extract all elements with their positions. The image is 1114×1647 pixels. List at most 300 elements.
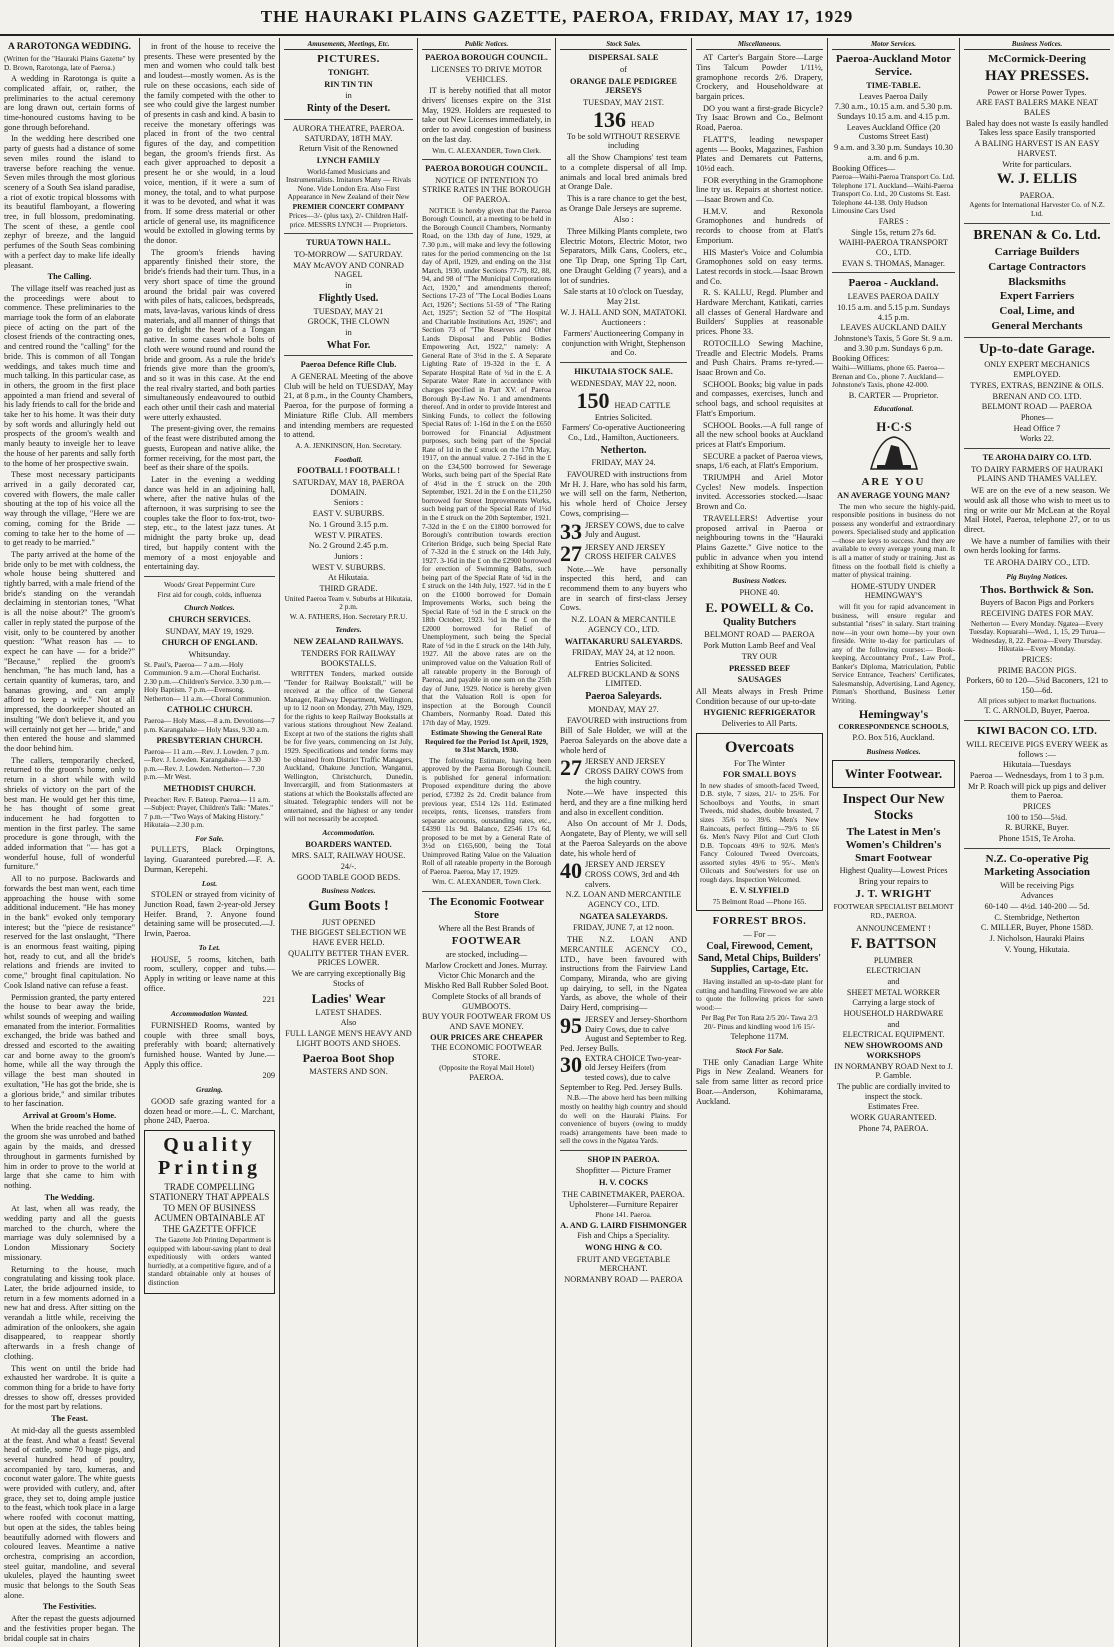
section-title: Public Notices. <box>422 40 551 50</box>
ad-title: Inspect Our New Stocks <box>842 791 945 823</box>
ad-title: J. T. WRIGHT <box>855 888 932 901</box>
ad-line: Baled hay does not waste Is easily handled Takes less space Easily transported <box>965 118 1109 138</box>
ad-line: B. CARTER — Proprietor. <box>848 390 939 400</box>
ad-line: Advances <box>1020 891 1054 901</box>
ad-line: C. Stembridge, Netherton <box>994 912 1080 922</box>
ad-line: BRENAN AND CO. LTD. <box>992 391 1082 401</box>
notice-line: W. J. HALL AND SON, MATATOKI. <box>560 307 687 317</box>
stock-number: 40 <box>560 858 582 884</box>
section-title: Business Notices. <box>964 40 1110 50</box>
notice-head: NGATEA SALEYARDS. <box>579 911 668 921</box>
ad-line: QUALITY BETTER THAN EVER. PRICES LOWER. <box>288 948 409 968</box>
ad-line: PAEROA. <box>469 1073 504 1083</box>
ad-line: TIME-TABLE. <box>866 80 921 90</box>
article-paragraph: Later in the evening a wedding dance was held in an adjoining hall, where, after the native hulas of the afternoon, it was surprising to see the couples take the floor to fox-trot, two-step, etc., to the latest jazz tunes. At midnight the party broke up, dead tired, but happily content with the memory of a most enjoyable and entertaining day. <box>144 474 275 572</box>
ad-line: Will be receiving Pigs <box>1000 880 1074 890</box>
notice-line: TUESDAY, MAY 21ST. <box>583 98 664 107</box>
ad-line: Telephone 117M. <box>730 1032 789 1042</box>
ad-text: In new shades of smooth-faced Tweed, D.B. style, 7 sizes, 21/- to 25/6. For Schoolboys and Youths, in smart Tweeds, mid shades, double breasted, 7 sizes 35/6 to 39/6. Men's New Raincoats, perfect fitting—79/6 to £6 6s. Men's Navy Pilot and Curl Cloth D.B. Topcoats 49/6 to 92/6. Men's Fancy Coloured Tweed Overcoats, assorted styles 49/6 to 95/-. Men's Oilcoats and Sou'westers for use on rough days. Inspection Welcomed. <box>700 780 819 884</box>
section-title: Grazing. <box>196 1085 223 1095</box>
stock-number: 30 <box>560 1051 582 1077</box>
section-title: Business Notices. <box>866 746 921 756</box>
classified-ad: SCHOOL Books.—A full range of all the new school books at Auckland prices at Flatt's Emporium. <box>696 420 823 449</box>
notice-text: THE N.Z. LOAN AND MERCANTILE AGENCY CO., LTD., have been favoured with instructions from the Fairview Land Company, Miranda, who are giving up dairying, to sell, in the Ngatea Yards, as above, the whole of their Dairy Herd, comprising— <box>560 935 687 1013</box>
notice-head: Paeroa Saleyards. <box>585 691 662 703</box>
section-title: Miscellaneous. <box>696 40 823 50</box>
notice-head: CATHOLIC CHURCH. <box>166 705 253 715</box>
ad-title: SHOP IN PAEROA. <box>587 1154 660 1164</box>
notice-line: FRIDAY, MAY 24, at 12 noon. <box>571 648 676 658</box>
divider <box>422 159 551 160</box>
column-2 <box>140 38 280 1647</box>
ad-line: ARE FAST BALERS MAKE NEAT BALES <box>976 98 1098 117</box>
divider <box>560 362 687 363</box>
notice-head: Netherton. <box>600 444 647 456</box>
ad-title: E. POWELL & Co. <box>705 599 814 615</box>
stock-lot <box>560 1051 687 1093</box>
ad-line: Where all the Best Brands of <box>438 923 535 933</box>
ad-line: SATURDAY, MAY 18, PAEROA DOMAIN. <box>292 478 405 497</box>
notice-line: ALFRED BUCKLAND & SONS LIMITED. <box>567 669 680 689</box>
section-title: For Sale. <box>195 833 224 843</box>
ad-line: J. Nicholson, Hauraki Plains <box>989 934 1085 944</box>
classified-ad: PULLETS, Black Orpingtons, laying. Guaranteed purebred.—F. A. Durman, Kerepehi. <box>144 845 275 874</box>
ad-line: IN NORMANBY ROAD Next to J. P. Gamble. <box>834 1061 953 1081</box>
article-paragraph: The callers, temporarily checked, returned to the groom's home, only to return in a short while with wild shrieks of victory on the part of the best man. He would get her this time, he has thought of some great inducement he had forgotten to mention in the first parley. The same procedure is gone through, with the added information that "— has got a wonderful house, full of wonderful furniture." <box>4 755 135 872</box>
ad-line: — For — <box>743 930 776 940</box>
notice-head: PAEROA BOROUGH COUNCIL. <box>425 53 548 63</box>
ad-text: Prices—3/- (plus tax), 2/- Children Half-price. MESSRS LYNCH — Proprietors. <box>288 211 409 229</box>
stock-count <box>560 387 687 413</box>
ad-text: Woods' Great Peppermint Cure <box>164 579 255 589</box>
stock-number: 136 <box>592 106 626 132</box>
ad-line: Juniors : <box>334 551 363 561</box>
notice-line: FRIDAY, JUNE 7, at 12 noon. <box>573 923 674 933</box>
section-title: Church Notices. <box>184 603 235 613</box>
ad-line: Booking Offices— <box>832 163 896 173</box>
ad-line: GROCK, THE CLOWN <box>307 317 390 327</box>
divider <box>964 720 1110 721</box>
ad-line: WORK GUARANTEED. <box>850 1113 937 1123</box>
stock-count <box>560 106 687 132</box>
ad-title: Ladies' Wear <box>311 990 386 1006</box>
notice-line: MONDAY, MAY 27. <box>588 704 659 714</box>
notice-text: The following Estimate, having been approved by the Paeroa Borough Council, is published for general information: Proposed expenditure during the above period, £7392 2s 2d. Credit balance from previous year, £514 12s 11d. Estimated receipts, rents, licenses, transfers from separate accounts, outstanding rates, etc., £4390 11s 9d. Balance, £2546 17s 6d, proposed to be met by a General Rate of 3½d on £165,600, being the Total Unimproved Rating Value on the Valuation Roll of all rateable property in the Borough of Paeroa. Paeroa, May 17, 1929. <box>422 755 551 876</box>
article-paragraph: All to no purpose. Backwards and forwards the best man went, each time approaching the house with some additional inducement. "He has money in the bank" evoked only temporary interest; but the "piece de resistance" reserved for the last onslaught, "There is an enormous feast waiting, piping hot, ready to cut, and all the bride's relations and friends are invited to come," brought final capitulation. No Cook Island native can refuse a feast. <box>4 874 135 990</box>
notice-line: Auctioneers : <box>601 318 646 328</box>
notice-line: SUNDAY, MAY 19, 1929. <box>165 626 254 636</box>
article-title: A RAROTONGA WEDDING. <box>8 42 131 52</box>
section-title: Amusements, Meetings, Etc. <box>284 40 413 50</box>
ad-line: THE ECONOMIC FOOTWEAR STORE. <box>431 1043 542 1063</box>
ad-line: Porkers, 60 to 120—5¾d Baconers, 121 to 150—6d. <box>966 676 1108 696</box>
signature: Wm. C. ALEXANDER, Town Clerk. <box>432 145 541 155</box>
section-title: Pig Buying Notices. <box>1006 571 1068 581</box>
ad-line: Agents for International Harvester Co. of N.Z. Ltd. <box>969 200 1105 218</box>
signature: Wm. C. ALEXANDER, Town Clerk. <box>432 877 541 887</box>
ad-line: Leaves Paeroa Daily <box>859 91 928 101</box>
ad-line: PREMIER CONCERT COMPANY <box>292 201 405 211</box>
ad-line: Estimates Free. <box>867 1102 920 1112</box>
ad-line: HOUSEHOLD HARDWARE <box>843 1009 944 1019</box>
section-title: Motor Services. <box>832 40 955 50</box>
ad-line: No. 1 Ground 3.15 p.m. <box>308 519 389 529</box>
classified-ad: TRIUMPH and Ariel Motor Cycles! New models. Inspection invited. Accessories stocked.—Isaac Brown and Co. <box>696 473 823 512</box>
ad-line: 7.30 a.m., 10.15 a.m. and 5.30 p.m. Sundays 10.15 a.m. and 4.15 p.m. <box>834 102 953 122</box>
ad-line: SHEET METAL WORKER <box>846 987 941 997</box>
ad-line: A BALING HARVEST IS AN EASY HARVEST. <box>974 139 1100 158</box>
ad-line: Hikutaia—Tuesdays <box>1003 760 1071 770</box>
ad-title: ARE YOU <box>861 476 926 489</box>
notice-line: Entries Solicited. <box>594 412 653 422</box>
ad-line: 75 Belmont Road —Phone 165. <box>712 896 807 906</box>
ad-title: McCormick-Deering <box>988 53 1086 66</box>
ad-title: A. AND G. LAIRD FISHMONGER <box>560 1220 687 1230</box>
ad-line: TUESDAY, MAY 21 <box>313 306 384 316</box>
ad-line: The Latest in Men's Women's Children's Smart Footwear <box>845 826 942 865</box>
ad-line: 10.15 a.m. and 5.15 p.m. Sundays 4.15 p.m. <box>837 302 950 322</box>
stock-number: 95 <box>560 1012 582 1038</box>
section-title: To Let. <box>198 942 221 952</box>
section-title: Business Notices. <box>732 576 787 586</box>
notice-text: This is a rare chance to get the best, as Orange Dale Jerseys are supreme. <box>560 193 687 213</box>
stock-unit: HEAD <box>631 119 655 129</box>
ad-text: Netherton — Every Monday. Ngatea—Every Tuesday. Kopuarahi—Wed., 1, 15, 29 Turua—Wednesday, 8, 22. Paeroa—Every Thursday. Hikutaia—Every Monday. <box>968 618 1106 654</box>
article-paragraph: When the bride reached the home of the groom she was unrobed and bathed again by the maids, and dressed throughout in garments furnished by him in order to prove to the world at large that she came to him with nothing. <box>4 1122 135 1190</box>
ad-line: Leaves Auckland Office (20 Customs Street East) <box>846 122 941 142</box>
ad-line: ELECTRICAL EQUIPMENT. <box>842 1030 945 1040</box>
ad-title: KIWI BACON CO. LTD. <box>977 725 1097 737</box>
ad-title: H. V. COCKS <box>598 1178 649 1188</box>
divider <box>144 576 275 577</box>
ad-line: BELMONT ROAD — PAEROA <box>704 630 815 640</box>
divider <box>964 337 1110 338</box>
ad-line: MASTERS AND SON. <box>309 1066 388 1076</box>
ad-line: Head Office 7 <box>1013 423 1061 433</box>
ad-text: All Meats always in Fresh Prime Condition because of our up-to-date <box>696 686 823 706</box>
notice-line: St. Paul's, Paeroa— 7 a.m.—Holy Communion. 9 a.m.—Choral Eucharist. 2.30 p.m.—Children's Service. 3.30 p.m.—Holy Baptism. 7 p.m.—Evensong. Netherton— 11 a.m.—Choral Communion. <box>144 659 272 703</box>
section-title: Football. <box>334 454 363 464</box>
ad-line: Bring your repairs to <box>858 876 929 886</box>
notice-text: IT is hereby notified that all motor drivers' licenses expire on the 31st May, 1929. Holders are requested to take out New Licenses immediately, in order to avoid congestion of business on the last day. <box>422 86 551 144</box>
ad-line: FARES : <box>878 216 909 226</box>
article-paragraph: in front of the house to receive the presents. These were presented by the men and women who could talk best and loudest—mostly women. As is the rule on these occasions, each side of the family competed with the other to see who could give the largest number of presents in cash and kind. A basin to receive the monetary offerings was placed in front of the two central figures of the day, and competition began, the groom's friends first. As each giver approached to deposit a present he or she would, in a loud voice, mention, if it were a sum of money, the total, and to what purpose it was to be devoted, and what it was from. If some dress material or other article of general use, its magnificence would be extolled in glowing terms by the donor. <box>144 42 275 246</box>
ad-line: RIN TIN TIN <box>324 79 373 89</box>
ad-line: ELECTRICIAN <box>866 966 921 976</box>
ad-title: Paeroa Boot Shop <box>302 1050 395 1065</box>
ad-line: PRIME BACON PIGS. <box>997 665 1077 675</box>
ad-line: Marlow Crockett and Jones. Murray. Victor Chic Monarch and the <box>425 960 548 980</box>
notice-line: Paeroa— 11 a.m.—Rev. J. Lowden. 7 p.m.—Rev. J. Lowden. Karangahake— 3.30 p.m.—Rev. J. Lowden. Netherton— 7.30 p.m.—Mr West. <box>144 746 270 782</box>
ad-line: Blacksmiths <box>1008 275 1066 288</box>
ad-line: TO-MORROW — SATURDAY. <box>294 250 403 260</box>
ad-line: C. MILLER, Buyer, Phone 158D. <box>980 923 1094 933</box>
notice-head: PRESBYTERIAN CHURCH. <box>156 736 263 746</box>
ad-line: PRICES <box>1022 802 1052 812</box>
notice-head: HIKUTAIA STOCK SALE. <box>574 367 673 377</box>
ad-line: Deliveries to All Parts. <box>721 719 798 729</box>
ad-title: Quality Butchers <box>722 616 797 628</box>
ad-text: Paeroa—Waihi-Paeroa Transport Co. Ltd. Telephone 171. Auckland—Waihi-Paeroa Transport Co. Ltd., 20 Customs St. East. Telephone 44-138. Only Hudson Limousine Cars Used <box>832 172 955 216</box>
ad-text: The men who secure the highly-paid, responsible positions in business do not possess any wonderful and extraordinary powers. Specialised study and application—those are keys to success. And they are available to every average young man. It is all a matter of study or training. Just as fitness on the football field is chiefly a matter of physical training. <box>832 501 955 580</box>
notice-text: A GENERAL Meeting of the above Club will be held on TUESDAY, May 21, at 8 p.m., in the County Chambers, Paeroa, for the purpose of forming a Miniature Rifle Club. All members and intending members are requested to attend. <box>284 372 413 440</box>
notice-line: N.Z. LOAN & MERCANTILE AGENCY CO., LTD. <box>571 615 676 634</box>
article-subhead: The Festivities. <box>42 1602 97 1612</box>
ad-line: Carriage Builders <box>994 245 1080 258</box>
article-paragraph: Permission granted, the party entered the house to bear away the bride, whilst sounds of weeping and wailing emanated from the interior. Formalities exchanged, the bride was bathed and dressed and escorted to the awaiting car and borne away to the groom's home, while all the way through the village the best man shouted in exultation, "He has got the bride, she is a glorious bride," and similar tributes to her fascination. <box>4 992 135 1109</box>
article-subhead: Arrival at Groom's Home. <box>22 1111 117 1120</box>
ad-line: Phones— <box>1020 412 1054 422</box>
ad-line: Booking Offices: <box>832 354 890 364</box>
ad-line: Carrying a large stock of <box>852 998 935 1008</box>
notice-line: Whitsunday. <box>188 649 231 659</box>
ad-title: The Economic Footwear Store <box>429 895 544 921</box>
classified-ad: H.M.V. and Rexonola Gramophones and hundreds of records to choose from at Flatt's Emporium. <box>696 206 823 245</box>
notice-head: DISPERSAL SALE <box>588 53 659 63</box>
film-title: What For. <box>326 339 371 351</box>
ad-line: Phone 141. Paeroa. <box>595 1210 652 1220</box>
stock-desc: JERSEY AND JERSEY CROSS DAIRY COWS from the high country. <box>585 757 684 786</box>
ad-title: SAUSAGES <box>737 675 782 685</box>
signature: A. A. JENKINSON, Hon. Secretary. <box>295 441 402 450</box>
ad-title: PICTURES. <box>317 53 380 66</box>
section-title: Educational. <box>873 404 914 414</box>
notice-text: WRITTEN Tenders, marked outside "Tender for Railway Bookstall," will be received at the office of the General Manager, Railway Department, Wellington, up to 12 noon on Monday, 27th May, 1929, for the rights to keep Railway Bookstalls at various stations throughout New Zealand. Except at two of the stations the rights shall be for five years, commencing on 1st July, 1929. Specifications and tender forms may be obtained from District Traffic Managers, Auckland, Ohakune Junction, Wanganui, Wellington, Christchurch, Dunedin, Invercargill, and from Stationmasters at stations at which the Bookstalls affected are situated. Telegraphic tenders will not be entertained, and the highest or any tender will not necessarily be accepted. <box>284 669 413 824</box>
notice-text: FAVOURED with instructions from Mr H. J. Hare, who has sold his farm, we will sell on the farm, Netherton, his whole herd of Choice Jersey Cows, comprising— <box>560 470 687 518</box>
ad-title: Printing <box>157 1157 262 1180</box>
ad-title: Winter Footwear. <box>844 766 943 782</box>
article-subhead: The Feast. <box>51 1414 88 1424</box>
printing-ad <box>144 1130 275 1294</box>
ad-title: Paeroa-Auckland Motor Service. <box>836 53 951 79</box>
ad-line: CORRESPONDENCE SCHOOLS, <box>838 722 949 732</box>
notice-line: FRIDAY, MAY 24. <box>591 458 656 468</box>
article-paragraph: A wedding in Rarotonga is quite a complicated affair, or, rather, the preliminaries to the actual ceremony are long drawn out, certain forms of time-honoured customs having to be gone through beforehand. <box>4 74 135 132</box>
ad-line: PRICES: <box>1021 654 1053 664</box>
ad-line: Paeroa — Wednesdays, from 1 to 3 p.m. <box>969 770 1105 780</box>
ad-line: At Hikutaia. <box>327 573 369 583</box>
ad-line: ONLY EXPERT MECHANICS EMPLOYED. <box>984 360 1090 380</box>
ad-line: R. BURKE, Buyer. <box>1005 823 1069 833</box>
ad-title: TE AROHA DAIRY CO. LTD. <box>982 453 1092 463</box>
ad-title: BRENAN & Co. Ltd. <box>973 227 1101 243</box>
ad-line: Single 15s, return 27s 6d. <box>851 227 936 237</box>
ad-title: Hemingway's <box>858 707 929 722</box>
notice-text: all the Show Champions' test team to a complete dispersal of all Imp. animals and local bred animals bred at Orange Dale. <box>560 153 687 192</box>
stock-number: 27 <box>560 540 582 566</box>
notice-head: CHURCH SERVICES. <box>168 614 251 624</box>
ad-title: Quality <box>163 1133 256 1156</box>
article-paragraph: Returning to the house, much congratulating and kissing took place. Later, the bride adjourned inside, to return in a few moments adorned in a new hat and dress. After sitting on the verandah a little while, receiving the admiration of the onlookers, she again disappeared, to reappear shortly afterwards in a fresh change of clothing. <box>4 1264 135 1361</box>
columns <box>0 36 1114 1643</box>
ad-line: in <box>345 327 352 337</box>
article-paragraph: The present-giving over, the remains of the feast were distributed among the guests, European and native alike, the former receiving, for the most part, the beef as their share of the spoils. <box>144 424 275 473</box>
ad-line: The public are cordially invited to inspect the stock. <box>836 1081 951 1101</box>
notice-line: Also : <box>613 215 634 225</box>
notice-head: PAEROA BOROUGH COUNCIL. <box>425 164 548 174</box>
ad-line: MAY McAVOY AND CONRAD NAGEL <box>293 260 404 280</box>
notice-line: Entries Solicited. <box>594 658 653 668</box>
divider <box>964 448 1110 449</box>
column-3 <box>280 38 418 1647</box>
ad-line: NORMANBY ROAD — PAEROA <box>564 1275 683 1285</box>
ad-line: No. 2 Ground 2.45 p.m. <box>308 541 389 551</box>
film-title: Flightly Used. <box>318 292 379 304</box>
ad-line: EAST V. SUBURBS. <box>312 509 385 519</box>
notice-head: ORANGE DALE PEDIGREE JERSEYS <box>570 76 677 96</box>
classified-ad: GOOD safe grazing wanted for a dozen head or more.—L. C. Marchant, phone 24D, Paeroa. <box>144 1096 275 1126</box>
notice-line: To be sold WITHOUT RESERVE including <box>566 131 681 151</box>
classified-ad: STOLEN or strayed from vicinity of Junction Road, fawn 2-year-old Jersey Heifer. Brand, ?. Anyone found detaining same will be prosecuted.—J. Irwin, Paeroa. <box>144 890 275 939</box>
ad-line: WILL RECEIVE PIGS EVERY WEEK as follows :— <box>966 739 1108 759</box>
stock-lot <box>560 860 687 889</box>
divider <box>964 223 1110 224</box>
stock-lot <box>560 540 687 566</box>
section-title: Accommodation. <box>322 827 375 837</box>
notice-line: LICENSES TO DRIVE MOTOR VEHICLES. <box>431 64 542 84</box>
column-7 <box>828 38 960 1647</box>
stock-desc: JERSEY COWS, due to calve July and August. <box>585 520 685 540</box>
ad-title: Gum Boots ! <box>308 898 389 915</box>
classified-ad: ROTOCILLO Sewing Machine, Treadle and Electric Models. Prams and Push Chairs. Prams re-tyred.—Isaac Brown and Co. <box>696 338 823 377</box>
notice-text: Note.—We have personally inspected this herd, and can recommend them to any buyers who are in search of first-class Jersey Cows. <box>560 564 687 613</box>
ad-line: ANNOUNCEMENT ! <box>856 924 931 934</box>
ad-line: HYGIENIC REFRIGERATOR <box>703 708 816 718</box>
ad-text: World-famed Musicians and Instrumentalists. Imitators Many — Rivals None. Vide London Era. Also First Appearance in New Zealand of their New <box>285 166 412 202</box>
divider <box>284 355 413 356</box>
ad-title: TURUA TOWN HALL. <box>306 238 391 248</box>
ad-title: W. J. ELLIS <box>996 171 1078 188</box>
ad-line: Expert Farriers <box>999 290 1075 303</box>
article-paragraph: These most necessary participants arrived in a gaily decorated car, covered with flowers, the male caller shouting at the top of his voice all the way through the village, "Here we are coming, coming for the Bride — coming to take her to the home of — to get ready to be married." <box>4 470 135 548</box>
ad-line: 60-140 — 4½d. 140-200 — 5d. <box>984 902 1090 912</box>
notice-head: Estimate Showing the General Rate Required for the Period 1st April, 1929, to 31st March, 1930. <box>425 728 548 755</box>
stock-desc: JERSEY AND JERSEY CROSS HEIFER CALVES <box>585 542 676 562</box>
classified-ad: R. S. KALLU, Regd. Plumber and Hardware Merchant, Katikati, carries all classes of General Hardware and Builders' Supplies at reasonable prices. Phone 33. <box>696 288 823 337</box>
classified-ad: FOR everything in the Gramophone line try us. Repairs at shortest notice.—Isaac Brown and Co. <box>696 175 823 205</box>
byline: (Written for the "Hauraki Plains Gazette" by D. Brown, Rarotonga, late of Paeroa.) <box>4 54 135 72</box>
ad-text: will fit you for rapid advancement in business, will ensure regular and substantial "rises" in salary. Start training now—in your own home—by your own fireside. Write to-day for particulars of any of the following courses:— Book-keeping, Accountancy Prof., Law Prof., Banker's Diploma, Matriculation, Public Service Entrance, Teachers' Certificates, Salesmanship, Advertising, Land Agency, Pitman's Shorthand, Business Letter Writing. <box>832 602 955 705</box>
ad-line: RECEIVING DATES FOR MAY. <box>980 609 1094 619</box>
ad-line: Power or Horse Power Types. <box>987 87 1087 97</box>
column-6 <box>692 38 828 1647</box>
ad-line: Highest Quality—Lowest Prices <box>839 865 948 875</box>
ad-line: in <box>345 281 352 291</box>
ad-line: For The Winter <box>734 759 785 769</box>
article-subhead: The Calling. <box>47 272 92 282</box>
stock-lot <box>560 1012 688 1054</box>
ad-text: First aid for cough, colds, influenza <box>157 589 262 599</box>
classified-ad: TRAVELLERS! Advertise your proposed arrival in Paeroa or neighbouring towns in the "Hauraki Plains Gazette." Give notice to the public in advance when you intend exhibiting at Show Rooms. <box>696 513 823 572</box>
ad-line: Phone 151S, Te Aroha. <box>998 834 1076 844</box>
divider <box>284 233 413 234</box>
ad-line: WAIHI-PAEROA TRANSPORT CO., LTD. <box>839 238 948 257</box>
article-paragraph: The party arrived at the home of the bride only to be met with coldness, the whole house being shuttered and tightly barred, with a male friend of the bride's standing on the verandah declaiming in stentorian tones, "What is all the noise about?" The groom's caller in reply stated the purpose of the visit, only to be countered by another question: "What reason has — to expect he can have — for a bride?" "Because," replied the groom's henchman, "he has much land, has a certain quantity of kumeras, taro, and bananas growing, and can amply afford to keep a wife." Not at all impressed, the doorkeeper shouted an insulting "We don't believe it, and you will certainly not get her — bride," and then entered the house and slammed the door behind him. <box>4 549 135 753</box>
classified-ad: HIS Master's Voice and Columbia Gramophones sold on easy terms. Latest records in stock.—Isaac Brown and Co. <box>696 247 823 286</box>
ad-line: BUY YOUR FOOTWEAR FROM US AND SAVE MONEY. <box>422 1012 551 1032</box>
article-paragraph: After the repast the guests adjourned and the festivities proper began. The bridal couple sat in chairs <box>4 1614 135 1643</box>
ad-line: PHONE 40. <box>739 587 780 597</box>
ad-title: Paeroa Defence Rifle Club. <box>300 360 397 370</box>
ad-line: AURORA THEATRE, PAEROA. SATURDAY, 18TH MAY. <box>292 123 405 143</box>
ad-title: HAY PRESSES. <box>985 68 1089 85</box>
article-paragraph: At last, when all was ready, the wedding party and all the guests marched to the church, where the marriage was duly solemnised by a London Missionary Society missionary. <box>4 1204 135 1262</box>
classified-ad: FURNISHED Rooms, wanted by couple with three small boys, preferably with board; alternatively furnished house. Wanted by June.—Apply this office. <box>144 1020 275 1069</box>
footwear-ad <box>832 760 955 787</box>
ad-line: TYRES, EXTRAS, BENZINE & OILS. <box>970 380 1104 390</box>
ad-line: FULL LANGE MEN'S HEAVY AND LIGHT BOOTS AND SHOES. <box>285 1029 412 1048</box>
ad-number: 209 <box>262 1071 275 1081</box>
classified-ad: SECURE a packet of Paeroa views, snaps, 1/6 each, at Flatt's Emporium. <box>696 451 823 471</box>
notice-head: WAITAKARURU SALEYARDS. <box>564 636 683 646</box>
ad-line: PAEROA. <box>1019 190 1055 200</box>
ad-line: TRY OUR <box>741 651 778 661</box>
ad-title: FOOTBALL ! FOOTBALL ! <box>296 466 401 476</box>
stock-desc: JERSEY AND JERSEY CROSS COWS, 3rd and 4th calvers. <box>585 860 680 889</box>
ad-line: WEST V. SUBURBS. <box>311 562 386 572</box>
ad-line: and <box>887 976 900 986</box>
ad-line: TONIGHT. <box>328 68 369 78</box>
ad-line: THIRD GRADE. <box>319 584 378 594</box>
ad-title: E. V. SLYFIELD <box>729 886 790 896</box>
ad-line: V. Young, Hikutaia. <box>1004 944 1070 954</box>
ad-line: THE CABINETMAKER, PAEROA. <box>562 1189 685 1199</box>
ad-line: JUST OPENED <box>321 917 376 927</box>
divider <box>832 272 955 273</box>
ad-line: Johnstone's Taxis, 5 Gore St. 9 a.m. and 3.30 p.m. Sundays 6 p.m. <box>834 334 953 353</box>
ad-line: Phone 74, PAEROA. <box>858 1123 929 1133</box>
classified-ad: DO you want a first-grade Bicycle? Try Isaac Brown and Co., Belmont Road, Paeroa. <box>696 103 823 133</box>
ad-text: Per Bag Per Ton Rata 2/5 20/- Tawa 2/3 20/- Pinus and kindling wood 1/6 15/- <box>701 1013 818 1031</box>
ad-line: Coal, Lime, and <box>999 305 1075 318</box>
hcs-emblem-icon <box>859 417 929 473</box>
divider <box>560 1150 687 1151</box>
ad-line: FRUIT AND VEGETABLE MERCHANT. <box>576 1254 671 1274</box>
stock-lot <box>560 518 687 544</box>
ad-line: AN AVERAGE YOUNG MAN? <box>837 491 950 501</box>
notice-text: Note.—We have inspected this herd, and they are a fine milking herd and also in excellent condition. <box>560 788 687 817</box>
ad-line: Miskho Red Ball Rubber Soled Boot. <box>424 981 549 991</box>
stock-desc: JERSEY and Jersey-Shorthorn Dairy Cows, due to calve August and September to Reg. Ped. Jersey Bulls. <box>560 1014 688 1053</box>
article-subhead: The Wedding. <box>44 1192 95 1202</box>
ad-line: Also <box>340 1018 357 1028</box>
overcoats-ad <box>696 733 823 912</box>
classified-ad: FLATT'S, leading newspaper agents — Books, Magazines, Fashion Plates and Demarets cut Patterns, 10½d each. <box>696 134 823 173</box>
ad-line: Cartage Contractors <box>988 260 1086 273</box>
ad-line: in <box>345 91 352 101</box>
ad-line: MRS. SALT, RAILWAY HOUSE. <box>291 851 406 861</box>
film-title: Rinty of the Desert. <box>306 103 391 115</box>
notice-line: Paeroa— Holy Mass.—8 a.m. Devotions—7 p.m. Karangahake— Holy Mass, 9.30 a.m. <box>144 715 275 734</box>
ad-line: 9 a.m. and 3.30 p.m. Sundays 10.30 a.m. and 6 p.m. <box>834 143 953 162</box>
divider <box>422 891 551 892</box>
ad-text: The Gazette Job Printing Department is equipped with labour-saving plant to deal expeditiously with orders wanted hurriedly, at a competitive figure, and of a standard obtainable only at houses of distinction <box>148 1235 271 1287</box>
ad-title: NEW ZEALAND RAILWAYS. <box>293 637 404 647</box>
classified-ad: HOUSE, 5 rooms, kitchen, bath room, scullery, copper and tubs.—Apply in writing or leave name at this office. <box>144 954 275 993</box>
notice-text: Three Milking Plants complete, two Electric Motors, Electric Motor, two Separators, Milk Cans, Coolers, etc., one Tip Drap, one Spring Tip Cart, one Draught Gelding (7 years), and a lot of sundries. <box>560 227 687 285</box>
ad-text: WE are on the eve of a new season. We would ask all those who wish to meet us to ring or write our Mr McLean at the Royal Mail Hotel, Paeroa, telephone 27, or to us direct. <box>964 486 1110 534</box>
ad-line: NEW SHOWROOMS AND WORKSHOPS <box>844 1041 943 1060</box>
hcs-logo-text: H·C·S <box>875 419 912 435</box>
ad-line: and <box>887 1019 900 1029</box>
article-paragraph: At mid-day all the guests assembled at the feast. And what a feast! Several head of cattle, some 70 huge pigs, and several hundred head of poultry, accompanied by taro, kumeras, and coconut water galore. The white guests were provided with cutlery, and, after grace, they set to, doing ample justice to the feast, which took place in a large where roofed with coconut matting, but open at the sides, the tables being beautifully adorned with flowers and coloured leaves. Meantime a native orchestra, comprising an accordion, steel guitar, mandoline, and several ukuleles, played the haunting sweet music that belongs to the South Seas alone. <box>4 1425 135 1600</box>
stock-number: 33 <box>560 518 582 544</box>
masthead: THE HAURAKI PLAINS GAZETTE, PAEROA, FRIDAY, MAY 17, 1929 <box>0 0 1114 36</box>
ad-line: FOOTWEAR SPECIALIST BELMONT RD., PAEROA. <box>833 902 954 920</box>
ad-line: GOOD TABLE GOOD BEDS. <box>296 872 401 882</box>
ad-line: Complete Stocks of all brands of GUMBOOTS. <box>432 991 541 1011</box>
notice-line: Preacher: Rev. F. Bateup. Paeroa— 11 a.m.—Subject: Prayer, Children's Talk: "Mates." 7 p.m.—"Two Ways of Making History." Hikutaia—2.30 p.m. <box>144 794 274 830</box>
